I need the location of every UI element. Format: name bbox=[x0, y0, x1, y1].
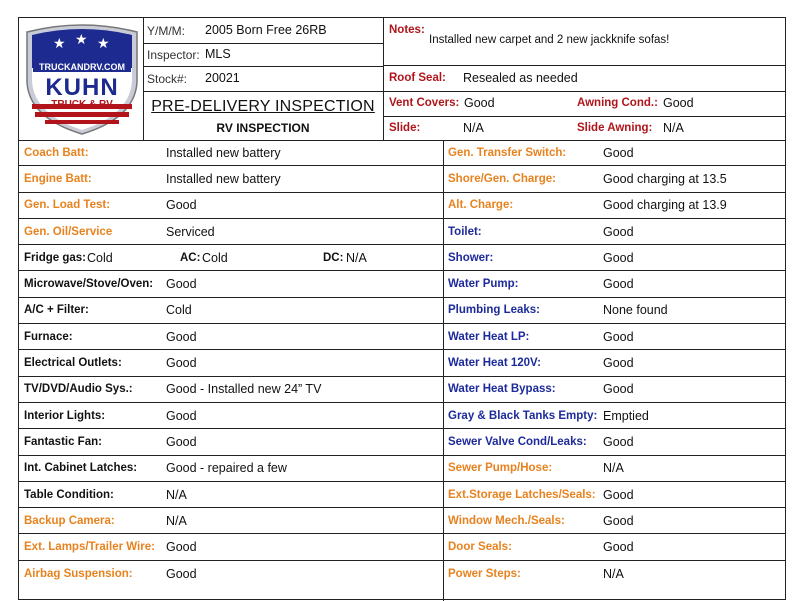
right-item-label: Shower: bbox=[448, 251, 494, 264]
right-item-value: Good bbox=[603, 277, 634, 292]
right-item-label: Gen. Transfer Switch: bbox=[448, 146, 567, 159]
roof-seal-value: Resealed as needed bbox=[463, 71, 578, 85]
awning-label: Awning Cond.: bbox=[577, 97, 658, 109]
right-item-value: Good charging at 13.9 bbox=[603, 198, 727, 213]
right-item-value: Good charging at 13.5 bbox=[603, 171, 727, 186]
left-item-value: Good - repaired a few bbox=[166, 461, 287, 476]
right-item-value: Good bbox=[603, 487, 634, 502]
table-row bbox=[19, 245, 785, 271]
left-item-label: TV/DVD/Audio Sys.: bbox=[24, 383, 133, 396]
table-row bbox=[19, 140, 785, 166]
left-item-label: Gen. Oil/Service bbox=[24, 225, 113, 238]
left-item-label: Gen. Load Test: bbox=[24, 199, 111, 212]
column-divider bbox=[443, 140, 444, 601]
left-item-value: Good bbox=[166, 356, 197, 371]
left-item-value: N/A bbox=[166, 513, 187, 528]
right-item-value: N/A bbox=[603, 566, 624, 581]
svg-text:★: ★ bbox=[75, 32, 88, 48]
right-item-label: Water Heat 120V: bbox=[448, 357, 541, 370]
inspector-label: Inspector: bbox=[147, 48, 200, 62]
logo-sub-text: TRUCK & RV bbox=[51, 99, 113, 110]
left-item-value: N/A bbox=[166, 487, 187, 502]
right-item-value: Good bbox=[603, 434, 634, 449]
fridge-gas-value: Cold bbox=[87, 250, 113, 265]
inspector-value: MLS bbox=[205, 47, 231, 61]
ymm-value: 2005 Born Free 26RB bbox=[205, 23, 327, 37]
left-item-label: Interior Lights: bbox=[24, 409, 106, 422]
left-item-label: Fantastic Fan: bbox=[24, 435, 102, 448]
table-row bbox=[19, 377, 785, 403]
table-row bbox=[19, 298, 785, 324]
left-item-label: Ext. Lamps/Trailer Wire: bbox=[24, 541, 155, 554]
left-item-value: Good - Installed new 24” TV bbox=[166, 382, 322, 397]
right-item-label: Plumbing Leaks: bbox=[448, 304, 541, 317]
table-row bbox=[19, 456, 785, 482]
right-item-label: Water Pump: bbox=[448, 278, 519, 291]
logo-site-text: TRUCKANDRV.COM bbox=[33, 62, 131, 72]
right-item-label: Toilet: bbox=[448, 225, 482, 238]
left-item-label: Microwave/Stove/Oven: bbox=[24, 278, 154, 291]
right-item-label: Ext.Storage Latches/Seals: bbox=[448, 488, 596, 501]
right-item-label: Water Heat LP: bbox=[448, 330, 530, 343]
right-item-label: Alt. Charge: bbox=[448, 199, 514, 212]
notes-value: Installed new carpet and 2 new jackknife sofas! bbox=[429, 34, 670, 46]
table-row bbox=[19, 193, 785, 219]
stock-value: 20021 bbox=[205, 71, 240, 85]
left-item-label: Table Condition: bbox=[24, 488, 114, 501]
table-row bbox=[19, 350, 785, 376]
left-item-label: Electrical Outlets: bbox=[24, 357, 122, 370]
table-row bbox=[19, 219, 785, 245]
left-item-value: Serviced bbox=[166, 224, 215, 239]
left-item-label: Airbag Suspension: bbox=[24, 567, 133, 580]
right-item-label: Window Mech./Seals: bbox=[448, 514, 565, 527]
right-item-label: Power Steps: bbox=[448, 567, 521, 580]
table-row bbox=[19, 561, 785, 587]
fridge-dc-label: DC: bbox=[323, 251, 344, 264]
right-item-value: Emptied bbox=[603, 408, 649, 423]
table-row bbox=[19, 508, 785, 534]
fridge-dc-value: N/A bbox=[346, 250, 367, 265]
table-row bbox=[19, 429, 785, 455]
right-item-value: Good bbox=[603, 513, 634, 528]
left-item-value: Good bbox=[166, 434, 197, 449]
ymm-label: Y/M/M: bbox=[147, 24, 185, 38]
table-row bbox=[19, 535, 785, 561]
awning-value: Good bbox=[663, 96, 694, 110]
right-item-value: None found bbox=[603, 303, 668, 318]
right-item-value: N/A bbox=[603, 461, 624, 476]
fridge-ac-value: Cold bbox=[202, 250, 228, 265]
slide-awning-label: Slide Awning: bbox=[577, 122, 653, 134]
right-item-value: Good bbox=[603, 356, 634, 371]
slide-value: N/A bbox=[463, 121, 484, 135]
right-item-label: Gray & Black Tanks Empty: bbox=[448, 409, 598, 422]
vent-covers-label: Vent Covers: bbox=[389, 97, 460, 109]
left-item-value: Good bbox=[166, 277, 197, 292]
fridge-gas-label: Fridge gas: bbox=[24, 251, 86, 264]
logo-brand-text: KUHN bbox=[45, 74, 119, 101]
slide-awning-value: N/A bbox=[663, 121, 684, 135]
left-item-value: Installed new battery bbox=[166, 171, 281, 186]
notes-label: Notes: bbox=[389, 24, 425, 36]
right-item-value: Good bbox=[603, 540, 634, 555]
form-subtitle: RV INSPECTION bbox=[216, 121, 310, 135]
kuhn-logo bbox=[23, 20, 141, 136]
right-item-value: Good bbox=[603, 382, 634, 397]
left-item-label: Int. Cabinet Latches: bbox=[24, 462, 138, 475]
left-item-label: A/C + Filter: bbox=[24, 304, 89, 317]
inspection-form bbox=[18, 17, 786, 600]
roof-seal-label: Roof Seal: bbox=[389, 72, 446, 84]
left-item-label: Engine Batt: bbox=[24, 172, 92, 185]
left-item-value: Good bbox=[166, 566, 197, 581]
svg-text:★: ★ bbox=[53, 36, 66, 52]
right-item-value: Good bbox=[603, 224, 634, 239]
slide-label: Slide: bbox=[389, 122, 421, 134]
table-row bbox=[19, 482, 785, 508]
left-item-value: Good bbox=[166, 329, 197, 344]
left-item-value: Good bbox=[166, 540, 197, 555]
form-title: PRE-DELIVERY INSPECTION bbox=[151, 98, 375, 115]
right-item-value: Good bbox=[603, 145, 634, 160]
left-item-label: Furnace: bbox=[24, 330, 73, 343]
left-item-value: Good bbox=[166, 408, 197, 423]
right-item-value: Good bbox=[603, 329, 634, 344]
right-item-label: Sewer Valve Cond/Leaks: bbox=[448, 435, 587, 448]
table-row bbox=[19, 324, 785, 350]
vent-covers-value: Good bbox=[464, 96, 495, 110]
right-item-label: Sewer Pump/Hose: bbox=[448, 462, 553, 475]
left-item-label: Coach Batt: bbox=[24, 146, 89, 159]
left-item-value: Good bbox=[166, 198, 197, 213]
left-item-value: Cold bbox=[166, 303, 192, 318]
left-item-label: Backup Camera: bbox=[24, 514, 115, 527]
fridge-ac-label: AC: bbox=[180, 251, 201, 264]
table-row bbox=[19, 403, 785, 429]
table-row bbox=[19, 166, 785, 192]
stock-label: Stock#: bbox=[147, 72, 188, 86]
left-item-value: Installed new battery bbox=[166, 145, 281, 160]
right-item-label: Water Heat Bypass: bbox=[448, 383, 556, 396]
right-item-value: Good bbox=[603, 250, 634, 265]
table-row bbox=[19, 272, 785, 298]
right-item-label: Door Seals: bbox=[448, 541, 512, 554]
svg-text:★: ★ bbox=[97, 36, 110, 52]
right-item-label: Shore/Gen. Charge: bbox=[448, 172, 556, 185]
form-header bbox=[19, 18, 785, 141]
